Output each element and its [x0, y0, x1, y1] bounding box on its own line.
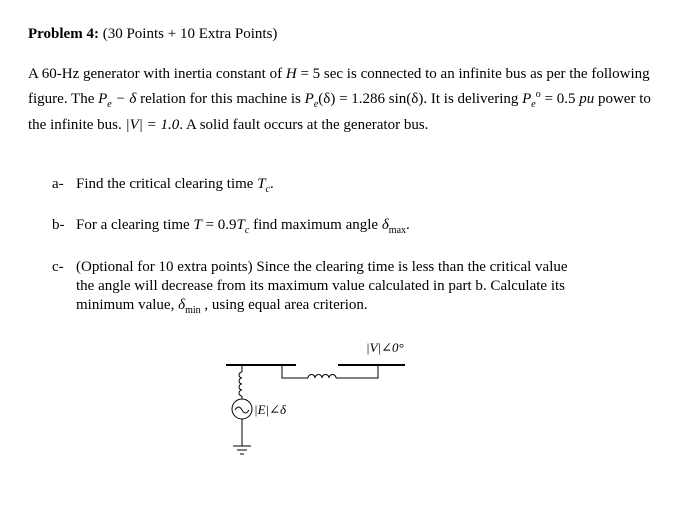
question-c-line3-pre: minimum value, — [76, 297, 179, 313]
question-c-line2: the angle will decrease from its maximum value calculated in part b. Calculate its — [76, 278, 565, 294]
clearing-factor: = 0.9 — [201, 217, 237, 233]
voltage-magnitude: |V| = 1.0 — [125, 117, 180, 133]
question-c-marker: c- — [52, 259, 64, 275]
delta-max-symbol: δ — [381, 217, 389, 233]
pe-subscript: e — [107, 98, 112, 110]
generator-reactance — [239, 372, 242, 396]
intro-text-3: relation for this machine is — [136, 90, 305, 107]
pe0-superscript: o — [535, 88, 541, 100]
question-a-pre: Find the critical clearing time — [76, 176, 258, 192]
problem-label: Problem 4: — [28, 26, 99, 42]
pe0-subscript: e — [531, 98, 536, 110]
question-b-pre: For a clearing time — [76, 217, 194, 233]
delta-symbol: − δ — [111, 90, 137, 107]
sine-icon — [235, 407, 249, 413]
line-conductor-right — [336, 365, 378, 378]
tc-symbol: T — [257, 176, 266, 192]
question-c-line1: (Optional for 10 extra points) Since the clearing time is less than the critical value — [76, 259, 568, 275]
question-b-end: . — [406, 217, 410, 233]
pe0-value: = 0.5 — [540, 90, 580, 107]
inertia-value: = 5 — [296, 66, 321, 82]
line-conductor-left — [282, 365, 308, 378]
t-symbol: T — [193, 217, 202, 233]
generator-label: |E|∠δ — [254, 402, 287, 417]
tc-subscript: c — [265, 184, 270, 195]
delta-min-symbol: δ — [178, 297, 186, 313]
pu-unit: pu — [579, 90, 595, 107]
problem-points: (30 Points + 10 Extra Points) — [102, 26, 278, 42]
line-reactance — [308, 375, 336, 378]
infinite-bus-label: |V|∠0° — [366, 340, 404, 355]
intro-text-6: . A solid fault occurs at the generator bus. — [179, 117, 429, 133]
tc-symbol-b: T — [236, 217, 245, 233]
pe-function-subscript: e — [313, 98, 319, 110]
question-a-post: . — [269, 176, 274, 192]
pe-function-symbol: P — [304, 90, 314, 107]
pe0-symbol: P — [522, 90, 532, 107]
question-c-line3-post: , using equal area criterion. — [200, 297, 368, 313]
intro-text-4: . It is delivering — [423, 90, 523, 107]
intro-text-2: sec is connected to an infinite bus as per the following figure. The — [28, 66, 650, 107]
question-b-post: find maximum angle — [249, 217, 382, 233]
tc-subscript-b: c — [244, 225, 250, 236]
intro-text-1: A 60-Hz generator with inertia constant of — [28, 66, 286, 82]
delta-min-subscript: min — [185, 305, 201, 316]
question-b-marker: b- — [52, 217, 65, 233]
generator-source — [232, 399, 252, 419]
inertia-symbol: H — [285, 66, 297, 82]
pe-symbol: P — [98, 90, 108, 107]
delta-max-subscript: max — [388, 225, 407, 236]
question-a-marker: a- — [52, 176, 64, 192]
pe-equation: (δ) = 1.286 sin(δ) — [318, 90, 424, 107]
intro-text-5: power to the infinite bus. — [28, 90, 651, 133]
